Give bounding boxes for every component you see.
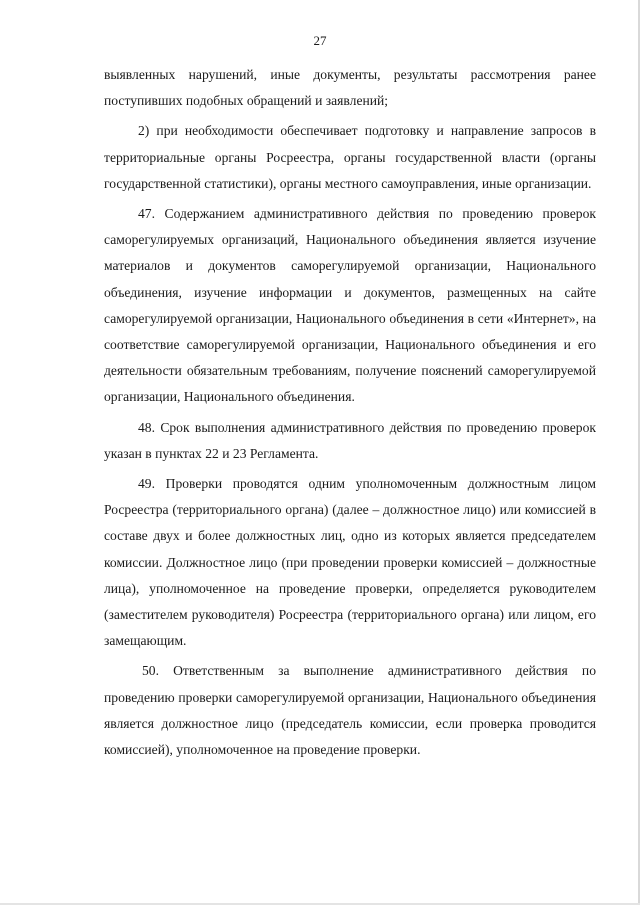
page-number: 27 (313, 33, 327, 48)
document-body (104, 62, 596, 763)
paragraph-clause-49: 49. Проверки проводятся одним уполномоченным должностным лицом Росреестра (территориального органа) (далее – должностное лицо) или комиссией в составе двух и более должностных лиц, одно из которых является председателем комиссии. Должностное лицо (при проведении проверки комиссией – должностные лица), уполномоченное на проведение проверки, определяется руководителем (заместителем руководителя) Росреестра (территориального органа) или лицом, его замещающим. (104, 476, 596, 649)
paragraph-clause-47: 47. Содержанием административного действия по проведению проверок саморегулируемых организаций, Национального объединения является изучение материалов и документов саморегулируемой организации, Национального объединения, изучение информации и документов, размещенных на сайте саморегулируемой организации, Национального объединения в сети «Интернет», на соответствие саморегулируемой организации, Национального объединения и его деятельности обязательным требованиям, получение пояснений саморегулируемой организации, Национального объединения. (104, 206, 596, 405)
paragraph-item-2: 2) при необходимости обеспечивает подготовку и направление запросов в территориальные органы Росреестра, органы государственной власти (органы государственной статистики), органы местного самоуправления, иные организации. (104, 123, 596, 191)
paragraph-intro-continuation: выявленных нарушений, иные документы, результаты рассмотрения ранее поступивших подобных обращений и заявлений; (104, 67, 596, 109)
paragraph-clause-50: 50. Ответственным за выполнение административного действия по проведению проверки саморегулируемой организации, Национального объединения является должностное лицо (председатель комиссии, если проверка проводится комиссией), уполномоченное на проведение проверки. (104, 663, 596, 758)
paragraph-clause-48: 48. Срок выполнения административного действия по проведению проверок указан в пунктах 22 и 23 Регламента. (104, 419, 596, 461)
